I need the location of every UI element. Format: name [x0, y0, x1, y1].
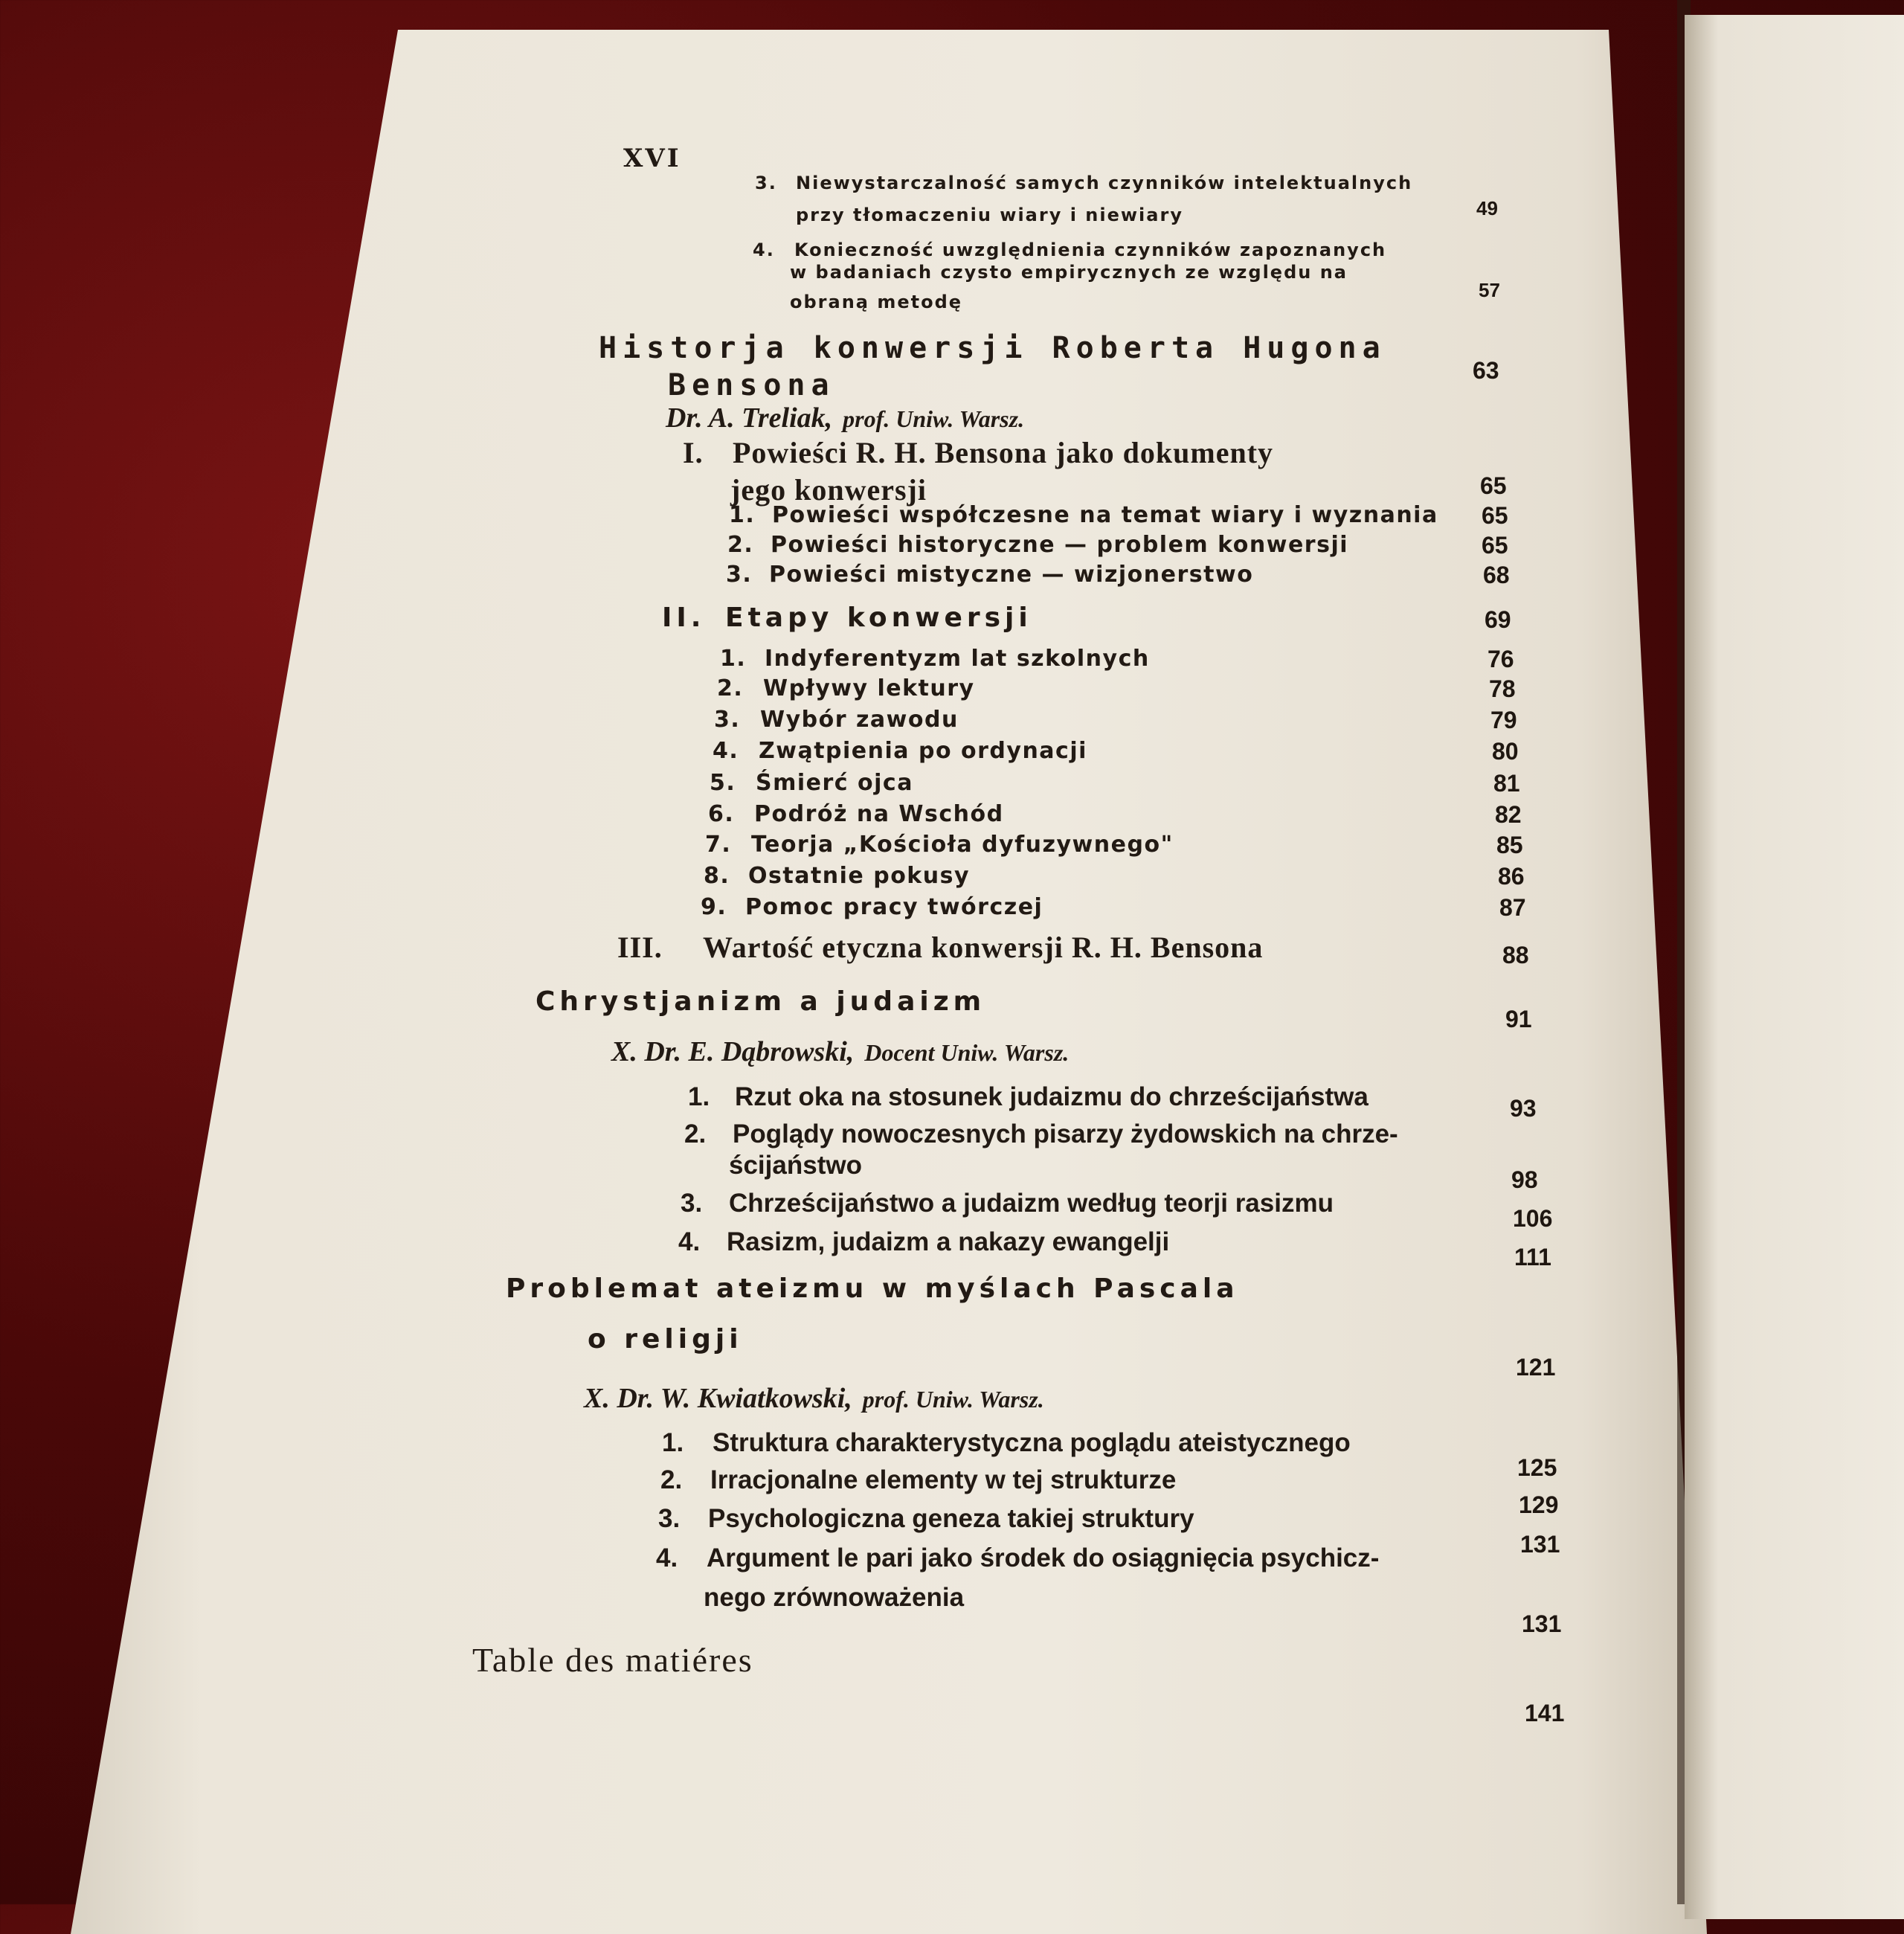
entry-title — [796, 173, 1412, 193]
entry-text: Irracjonalne elementy w tej strukturze — [710, 1465, 1177, 1494]
entry-title — [794, 240, 1386, 260]
entry-text: Powieści R. H. Bensona jako dokumenty — [733, 436, 1274, 469]
entry-text: Wpływy lektury — [763, 675, 975, 701]
entry-number: 3. — [714, 707, 741, 733]
entry-title — [599, 331, 1386, 365]
entry-title — [713, 1428, 1351, 1458]
entry-continuation: nego zrównoważenia — [704, 1583, 965, 1612]
entry-number: 8. — [704, 863, 730, 889]
page-number: 131 — [1520, 1531, 1560, 1558]
page-number: 125 — [1517, 1454, 1557, 1481]
entry-text: Rzut oka na stosunek judaizmu do chrześcijaństwa — [735, 1082, 1368, 1111]
page-number: 65 — [1482, 502, 1508, 529]
entry-number: 3. — [755, 173, 777, 193]
entry-number: 4. — [656, 1543, 678, 1572]
page-folio: XVI — [623, 144, 681, 173]
page-number: 81 — [1493, 770, 1520, 797]
entry-title — [536, 986, 985, 1017]
entry-number: 2. — [660, 1465, 683, 1494]
entry-number: 7. — [705, 832, 732, 858]
author-affiliation: prof. Uniw. Warsz. — [862, 1386, 1044, 1413]
entry-text: Historja konwersji Roberta Hugona — [599, 331, 1386, 365]
page-number: 86 — [1498, 863, 1525, 890]
page-number: 65 — [1480, 472, 1507, 499]
entry-text: Psychologiczna geneza takiej struktury — [708, 1504, 1194, 1533]
entry-number: 4. — [713, 738, 739, 764]
page-number: 129 — [1519, 1491, 1559, 1518]
entry-title — [765, 646, 1150, 672]
page-number: 79 — [1490, 707, 1517, 733]
page-number: 131 — [1522, 1610, 1562, 1637]
entry-text: Struktura charakterystyczna poglądu ateistycznego — [713, 1428, 1351, 1457]
page-number: 76 — [1488, 646, 1514, 672]
page-number: 65 — [1482, 532, 1508, 559]
entry-text: Wartość etyczna konwersji R. H. Bensona — [703, 931, 1264, 964]
author-line — [666, 402, 1024, 434]
page-number: 63 — [1473, 357, 1499, 384]
entry-title — [759, 738, 1087, 764]
entry-title — [763, 675, 975, 701]
page-number: 121 — [1516, 1354, 1556, 1381]
entry-text: Rasizm, judaizm a nakazy ewangelji — [727, 1227, 1170, 1256]
entry-text: Wybór zawodu — [760, 707, 959, 733]
page-number: 87 — [1499, 894, 1526, 921]
entry-title — [707, 1543, 1379, 1573]
author-affiliation: Docent Uniw. Warsz. — [864, 1039, 1070, 1066]
entry-continuation: o religji — [588, 1324, 743, 1355]
entry-text: Argument le pari jako środek do osiągnięcia psychicz- — [707, 1543, 1380, 1572]
page-number: 91 — [1505, 1006, 1532, 1032]
entry-text: Indyferentyzm lat szkolnych — [765, 646, 1150, 672]
page-number: 80 — [1492, 738, 1519, 765]
book-page-right — [1685, 15, 1904, 1919]
entry-text: X. Dr. W. Kwiatkowski, — [584, 1383, 852, 1414]
entry-number: 1. — [662, 1428, 684, 1457]
entry-number: 1. — [729, 502, 756, 528]
entry-number: 9. — [701, 894, 727, 920]
entry-title — [756, 770, 913, 796]
page-number: 111 — [1514, 1244, 1551, 1270]
entry-title — [727, 1227, 1169, 1257]
entry-title — [772, 502, 1438, 528]
entry-number: 2. — [727, 532, 754, 558]
entry-text: Table des matiéres — [472, 1641, 753, 1679]
entry-continuation: w badaniach czysto empirycznych ze względu na — [790, 262, 1348, 283]
entry-text: Ostatnie pokusy — [748, 863, 971, 889]
page-number: 85 — [1496, 832, 1523, 858]
entry-text: Śmierć ojca — [756, 770, 913, 796]
entry-number: 4. — [678, 1227, 701, 1256]
entry-number: 5. — [710, 770, 736, 796]
entry-title — [733, 1119, 1398, 1149]
entry-title — [760, 707, 959, 733]
page-number: 68 — [1483, 562, 1510, 588]
entry-number: 3. — [726, 562, 753, 588]
entry-title — [745, 894, 1043, 920]
entry-title — [769, 562, 1253, 588]
book-page-left — [71, 30, 1707, 1934]
page-number: 57 — [1479, 279, 1500, 301]
entry-number: 1. — [688, 1082, 710, 1111]
entry-continuation: jego konwersji — [730, 473, 927, 507]
entry-number: 2. — [684, 1119, 707, 1148]
entry-title — [771, 532, 1348, 558]
entry-continuation: Bensona — [668, 368, 835, 402]
page-number: 93 — [1510, 1095, 1537, 1122]
entry-title — [729, 1189, 1334, 1218]
entry-continuation: ścijaństwo — [729, 1151, 862, 1180]
entry-text: Chrystjanizm a judaizm — [536, 986, 986, 1017]
entry-text: Powieści historyczne — problem konwersji — [771, 532, 1349, 558]
entry-text: Zwątpienia po ordynacji — [759, 738, 1087, 764]
page-number: 98 — [1511, 1166, 1538, 1193]
entry-text: X. Dr. E. Dąbrowski, — [611, 1036, 855, 1067]
author-affiliation: prof. Uniw. Warsz. — [843, 405, 1025, 432]
entry-title — [733, 435, 1273, 470]
entry-number: 1. — [720, 646, 747, 672]
entry-text: Powieści współczesne na temat wiary i wyznania — [772, 502, 1438, 528]
page-number: 78 — [1489, 675, 1516, 702]
entry-number: III. — [617, 931, 663, 964]
entry-title — [710, 1465, 1176, 1495]
page-number: 49 — [1476, 197, 1498, 219]
page-number: 69 — [1485, 606, 1511, 633]
entry-title — [472, 1640, 753, 1680]
entry-text: Etapy konwersji — [725, 603, 1032, 633]
entry-number: 6. — [708, 801, 735, 827]
entry-title — [703, 930, 1263, 965]
page-number: 88 — [1502, 942, 1529, 968]
page-number: 106 — [1513, 1205, 1553, 1232]
author-line — [584, 1382, 1044, 1415]
entry-text: Powieści mistyczne — wizjonerstwo — [769, 562, 1254, 588]
author-line — [611, 1035, 1069, 1068]
entry-title — [751, 832, 1174, 858]
entry-title — [735, 1082, 1368, 1112]
entry-title — [708, 1504, 1194, 1534]
page-number: 141 — [1525, 1700, 1565, 1726]
entry-title — [748, 863, 970, 889]
entry-number: 3. — [681, 1189, 703, 1218]
entry-number: II. — [662, 603, 706, 633]
entry-continuation: obraną metodę — [790, 292, 963, 312]
entry-text: Niewystarczalność samych czynników intelektualnych — [796, 173, 1413, 193]
entry-text: Pomoc pracy twórczej — [745, 894, 1043, 920]
page-number: 82 — [1495, 801, 1522, 828]
entry-number: 2. — [717, 675, 744, 701]
entry-text: Teorja „Kościoła dyfuzywnego" — [751, 832, 1174, 858]
entry-title — [754, 801, 1004, 827]
entry-number: 3. — [658, 1504, 681, 1533]
entry-continuation: przy tłomaczeniu wiary i niewiary — [796, 205, 1183, 225]
entry-text: Konieczność uwzględnienia czynników zapoznanych — [794, 240, 1387, 260]
entry-title — [725, 603, 1032, 633]
entry-text: Podróż na Wschód — [754, 801, 1004, 827]
entry-text: Poglądy nowoczesnych pisarzy żydowskich na chrze- — [733, 1119, 1398, 1148]
entry-text: Chrześcijaństwo a judaizm według teorji rasizmu — [729, 1189, 1334, 1218]
entry-text: Dr. A. Treliak, — [666, 402, 833, 434]
entry-number: I. — [683, 436, 704, 469]
entry-title — [506, 1273, 1239, 1304]
entry-text: Problemat ateizmu w myślach Pascala — [506, 1273, 1239, 1304]
entry-number: 4. — [753, 240, 775, 260]
